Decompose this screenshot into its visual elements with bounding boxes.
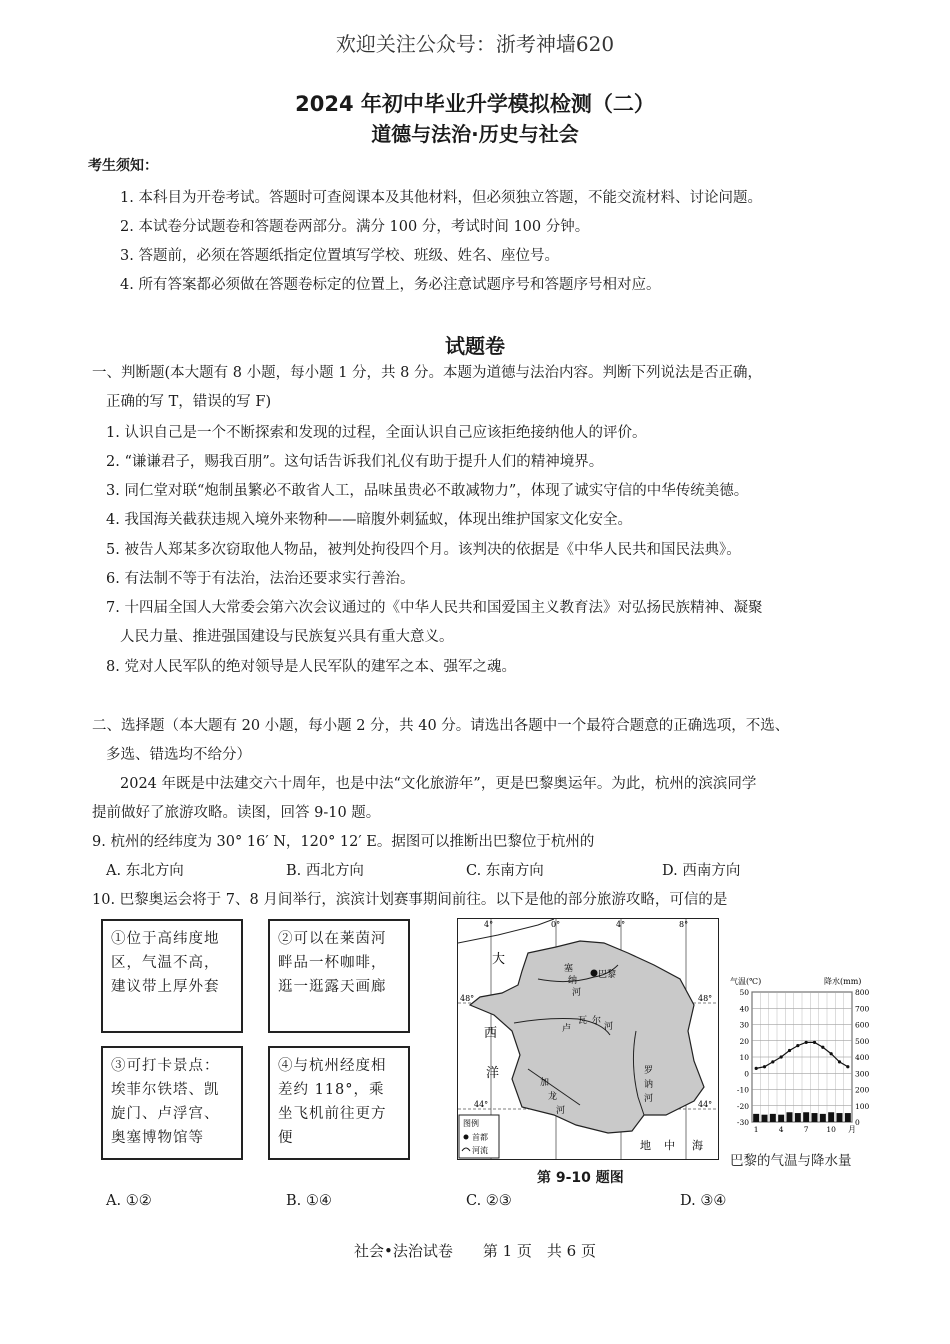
river-label: 尔	[592, 1016, 602, 1026]
x-tick: 7	[803, 1125, 809, 1134]
precip-bar	[845, 1113, 851, 1122]
temperature-point	[771, 1060, 774, 1063]
question-1: 1. 认识自己是一个不断探索和发现的过程，全面认识自己应该拒绝接纳他人的评价。	[106, 425, 647, 441]
lat-label: 44°	[698, 1100, 713, 1109]
lat-label: 48°	[460, 994, 475, 1003]
question-2: 2. “谦谦君子，赐我百朋”。这句话告诉我们礼仪有助于提升人们的精神境界。	[106, 454, 604, 470]
river-label: 河	[572, 988, 582, 998]
precip-bar	[787, 1112, 793, 1122]
climate-chart-svg	[728, 972, 888, 1142]
precip-bar	[803, 1112, 809, 1122]
x-tick: 10	[826, 1125, 836, 1134]
notice-item: 2. 本试卷分试题卷和答题卷两部分。满分 100 分，考试时间 100 分钟。	[120, 219, 590, 235]
france-landmass	[470, 941, 704, 1133]
part1-header: 一、判断题(本大题有 8 小题，每小题 1 分，共 8 分。本题为道德与法治内容。判断下列说法是否正确，	[92, 365, 762, 381]
precip-bar	[828, 1112, 834, 1122]
temperature-point	[846, 1065, 849, 1068]
question-10: 10. 巴黎奥运会将于 7、8 月间举行，滨滨计划赛事期间前往。以下是他的部分旅游攻略，可信的是	[92, 892, 728, 908]
tip-note-3: ③可打卡景点：埃菲尔铁塔、凯旋门、卢浮宫、奥塞博物馆等	[101, 1046, 243, 1160]
temperature-point	[805, 1041, 808, 1044]
y-right-tick: 800	[855, 988, 870, 997]
paris-label: 巴黎	[598, 970, 617, 980]
sea-label: 地	[640, 1139, 651, 1152]
lon-label: 4°	[616, 920, 626, 929]
y-left-tick: 20	[739, 1036, 749, 1046]
lon-label: 4°	[484, 920, 494, 929]
temperature-point	[838, 1060, 841, 1063]
river-label: 讷	[644, 1080, 654, 1090]
q9-option-d: D. 西南方向	[662, 863, 741, 879]
lon-label: 0°	[551, 920, 561, 929]
exam-subtitle: 道德与法治·历史与社会	[371, 122, 579, 146]
atlantic-label: 洋	[486, 1066, 500, 1081]
france-map-svg	[458, 919, 718, 1159]
y-right-tick: 700	[855, 1004, 870, 1014]
question-8: 8. 党对人民军队的绝对领导是人民军队的建军之本、强军之魂。	[106, 659, 516, 675]
part2-intro-cont: 提前做好了旅游攻略。读图，回答 9-10 题。	[92, 805, 381, 821]
coastline-north	[458, 919, 554, 943]
precip-bar	[753, 1114, 759, 1122]
lon-label: 8°	[679, 920, 689, 929]
temperature-point	[788, 1049, 791, 1052]
tip-note-1: ①位于高纬度地区，气温不高，建议带上厚外套	[101, 919, 243, 1033]
watermark-banner: 欢迎关注公众号：浙考神墙620	[335, 32, 615, 56]
temperature-point	[821, 1046, 824, 1049]
tip-note-4: ④与杭州经度相差约 118°，乘坐飞机前往更方便	[268, 1046, 410, 1160]
question-3: 3. 同仁堂对联“炮制虽繁必不敢省人工，品味虽贵必不敢减物力”，体现了诚实守信的中华传统美德。	[106, 483, 749, 499]
y-left-tick: 50	[739, 988, 749, 997]
y-right-tick: 500	[855, 1036, 870, 1046]
question-6: 6. 有法制不等于有法治，法治还要求实行善治。	[106, 571, 415, 587]
river-label: 卢	[562, 1024, 572, 1034]
part2-intro: 2024 年既是中法建交六十周年，也是中法“文化旅游年”，更是巴黎奥运年。为此，杭州的滨滨同学	[120, 776, 757, 792]
temperature-point	[813, 1041, 816, 1044]
temperature-point	[830, 1052, 833, 1055]
y-left-label: 气温(℃)	[730, 977, 762, 986]
legend-capital-label: 首都	[472, 1133, 488, 1142]
precip-bar	[812, 1113, 818, 1122]
question-7: 7. 十四届全国人大常委会第六次会议通过的《中华人民共和国爱国主义教育法》对弘扬民族精神、凝聚	[106, 600, 763, 616]
question-7-cont: 人民力量、推进强国建设与民族复兴具有重大意义。	[120, 629, 454, 645]
temperature-point	[755, 1067, 758, 1070]
page-footer: 社会•法治试卷 第 1 页 共 6 页	[353, 1242, 596, 1260]
precip-bar	[778, 1115, 784, 1122]
y-right-label: 降水(mm)	[824, 977, 862, 986]
x-tick: 4	[778, 1125, 784, 1134]
lat-label: 44°	[474, 1100, 489, 1109]
y-right-tick: 200	[855, 1085, 870, 1095]
x-unit-label: 月	[848, 1125, 856, 1134]
question-5: 5. 被告人郑某多次窃取他人物品，被判处拘役四个月。该判决的依据是《中华人民共和国民法典》。	[106, 542, 741, 558]
question-9: 9. 杭州的经纬度为 30° 16′ N，120° 12′ E。据图可以推断出巴黎位于杭州的	[92, 834, 595, 850]
y-left-tick: -20	[736, 1101, 749, 1111]
q10-option-d: D. ③④	[680, 1193, 727, 1209]
x-tick: 1	[753, 1125, 759, 1134]
atlantic-label: 大	[492, 952, 506, 967]
part1-header-cont: 正确的写 T，错误的写 F)	[106, 394, 272, 410]
temperature-point	[780, 1055, 783, 1058]
river-label: 河	[604, 1022, 614, 1032]
sea-label: 中	[664, 1139, 675, 1152]
temperature-point	[763, 1065, 766, 1068]
y-right-tick: 0	[855, 1118, 860, 1127]
q9-option-b: B. 西北方向	[286, 863, 364, 879]
precip-bar	[820, 1114, 826, 1122]
q9-option-a: A. 东北方向	[106, 863, 184, 879]
river-label: 加	[540, 1078, 550, 1088]
q10-option-b: B. ①④	[286, 1193, 332, 1209]
precip-bar	[837, 1113, 843, 1122]
precip-bar	[762, 1115, 768, 1122]
notice-item: 4. 所有答案都必须做在答题卷标定的位置上，务必注意试题序号和答题序号相对应。	[120, 277, 661, 293]
river-label: 纳	[568, 976, 578, 986]
france-map	[457, 918, 719, 1160]
y-left-tick: 0	[744, 1069, 749, 1079]
climate-chart	[728, 972, 888, 1162]
lat-label: 48°	[698, 994, 713, 1003]
climate-chart-title: 巴黎的气温与降水量	[730, 1153, 852, 1169]
y-right-tick: 100	[855, 1101, 870, 1111]
map-caption: 第 9-10 题图	[537, 1170, 624, 1186]
legend-capital-symbol	[464, 1135, 469, 1140]
temperature-point	[796, 1044, 799, 1047]
precip-bar	[795, 1113, 801, 1122]
y-left-tick: 30	[739, 1020, 749, 1030]
river-label: 瓦	[578, 1016, 588, 1026]
y-left-tick: -10	[736, 1085, 749, 1095]
section-title: 试题卷	[445, 334, 505, 358]
y-right-tick: 600	[855, 1020, 870, 1030]
y-left-tick: 40	[739, 1004, 749, 1014]
legend-river-label: 河流	[472, 1146, 488, 1155]
y-left-tick: 10	[739, 1053, 749, 1062]
y-right-tick: 400	[855, 1053, 870, 1062]
river-label: 河	[644, 1094, 654, 1104]
question-4: 4. 我国海关截获违规入境外来物种——暗腹外刺猛蚁，体现出维护国家文化安全。	[106, 512, 632, 528]
part2-header-cont: 多选、错选均不给分）	[106, 747, 251, 763]
notice-heading: 考生须知：	[88, 158, 158, 174]
river-label: 塞	[564, 964, 574, 974]
y-right-tick: 300	[855, 1069, 870, 1079]
q10-option-a: A. ①②	[106, 1193, 152, 1209]
river-label: 河	[556, 1106, 566, 1116]
river-label: 龙	[548, 1092, 558, 1102]
paris-marker	[591, 970, 598, 977]
q9-option-c: C. 东南方向	[466, 863, 544, 879]
river-label: 罗	[644, 1066, 654, 1076]
atlantic-label: 西	[484, 1026, 498, 1041]
notice-item: 3. 答题前，必须在答题纸指定位置填写学校、班级、姓名、座位号。	[120, 248, 559, 264]
q10-option-c: C. ②③	[466, 1193, 512, 1209]
legend-title: 图例	[463, 1119, 479, 1128]
part2-header: 二、选择题（本大题有 20 小题，每小题 2 分，共 40 分。请选出各题中一个最符合题意的正确选项，不选、	[92, 718, 790, 734]
notice-item: 1. 本科目为开卷考试。答题时可查阅课本及其他材料，但必须独立答题，不能交流材料、讨论问题。	[120, 190, 762, 206]
precip-bar	[770, 1114, 776, 1122]
sea-label: 海	[692, 1139, 703, 1152]
y-left-tick: -30	[736, 1118, 749, 1127]
tip-note-2: ②可以在莱茵河畔品一杯咖啡，逛一逛露天画廊	[268, 919, 410, 1033]
exam-title: 2024 年初中毕业升学模拟检测（二）	[295, 92, 655, 116]
